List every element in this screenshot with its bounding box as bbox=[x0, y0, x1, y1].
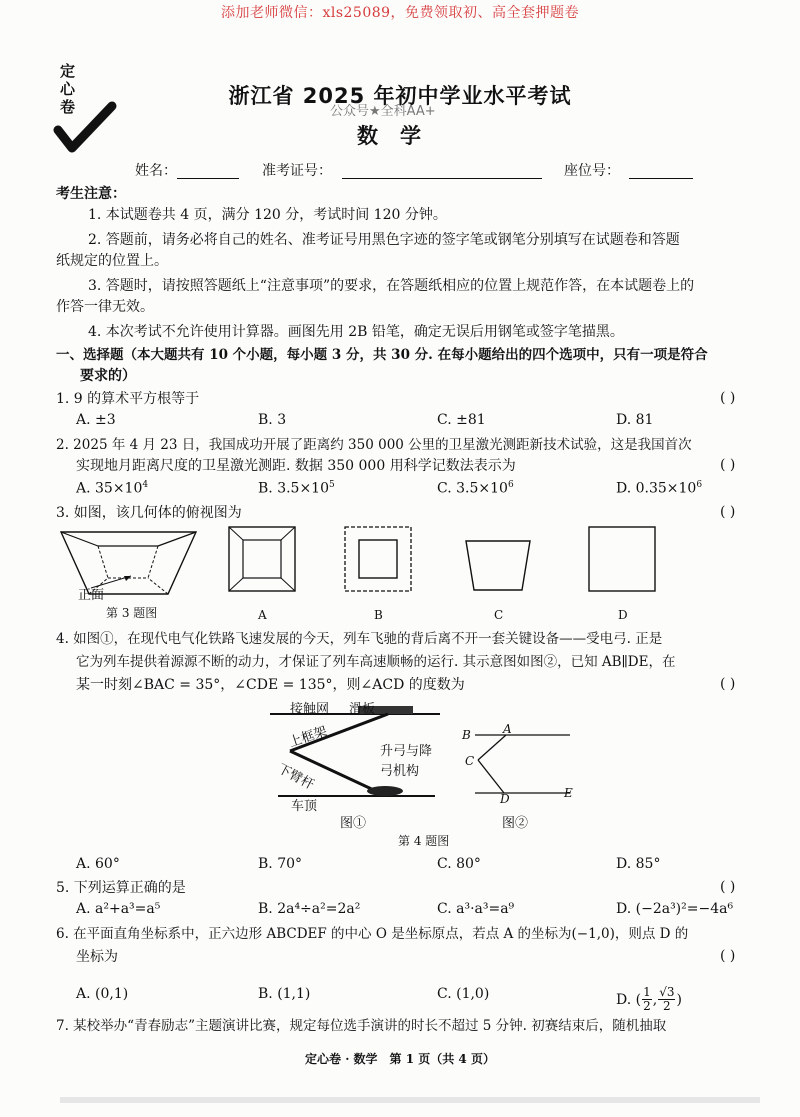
point-d-label: D bbox=[500, 792, 510, 806]
fig1-label: 图① bbox=[340, 816, 367, 831]
q3-caption: 第 3 题图 bbox=[106, 606, 158, 620]
q3-option-a-figure[interactable] bbox=[227, 525, 299, 595]
promo-banner: 添加老师微信：xls25089，免费领取初、高全套押题卷 bbox=[220, 5, 580, 21]
answer-paren[interactable]: ( ) bbox=[720, 879, 736, 895]
notice-item: 1. 本试题卷共 4 页，满分 120 分，考试时间 120 分钟。 bbox=[88, 207, 447, 223]
point-c-label: C bbox=[465, 754, 475, 768]
q3-label-c: C bbox=[494, 608, 504, 622]
q1-option-c[interactable]: C. ±81 bbox=[437, 412, 486, 428]
answer-paren[interactable]: ( ) bbox=[720, 948, 736, 964]
q1-option-a[interactable]: A. ±3 bbox=[76, 412, 116, 428]
notice-item: 作答一律无效。 bbox=[56, 299, 154, 315]
q2-option-d[interactable]: D. $0.35\times 10^6$ bbox=[616, 480, 703, 497]
q5-option-c[interactable]: C. a³·a³=a⁹ bbox=[437, 901, 515, 917]
front-label: 正面 bbox=[78, 588, 105, 603]
q2-stem-cont: 实现地月距离尺度的卫星激光测距. 数据 350 000 用科学记数法表示为 bbox=[76, 458, 516, 474]
roof-label: 车顶 bbox=[291, 799, 318, 814]
q3-option-b-figure[interactable] bbox=[343, 525, 415, 595]
section-heading: 一、选择题（本大题共有 10 个小题，每小题 3 分，共 30 分. 在每小题给出的四个选项中，只有一项是符合 bbox=[56, 347, 708, 363]
q4-option-b[interactable]: B. 70° bbox=[258, 856, 303, 872]
q6-option-d[interactable]: D. ( 1 2 , √3 2 ) bbox=[616, 985, 682, 1013]
answer-paren[interactable]: ( ) bbox=[720, 504, 736, 520]
q3-stem: 3. 如图，该几何体的俯视图为 bbox=[56, 505, 242, 521]
seat-line[interactable] bbox=[629, 178, 693, 179]
q6-option-c[interactable]: C. (1,0) bbox=[437, 986, 490, 1002]
wire-label: 接触网 bbox=[290, 702, 330, 717]
mechanism-label-1: 升弓与降 bbox=[380, 744, 433, 759]
q2-stem: 2. 2025 年 4 月 23 日，我国成功开展了距离约 350 000 公里的卫星激光测距新技术试验，这是我国首次 bbox=[56, 437, 692, 453]
q4-stem-cont2: 某一时刻∠BAC = 35°，∠CDE = 135°，则∠ACD 的度数为 bbox=[76, 677, 465, 693]
q3-label-d: D bbox=[618, 608, 628, 622]
point-a-label: A bbox=[503, 722, 512, 736]
name-field-label: 姓名： bbox=[135, 163, 177, 179]
q2-option-b[interactable]: B. $3.5\times 10^5$ bbox=[258, 480, 335, 497]
slider-label: 滑板 bbox=[349, 702, 376, 717]
point-e-label: E bbox=[564, 786, 573, 800]
point-b-label: B bbox=[462, 728, 471, 742]
lower-arm-label: 下臂杆 bbox=[274, 761, 317, 794]
q6-option-b[interactable]: B. (1,1) bbox=[258, 986, 311, 1002]
q6-stem-cont: 坐标为 bbox=[76, 949, 118, 965]
exam-no-label: 准考证号： bbox=[262, 163, 332, 179]
q4-option-c[interactable]: C. 80° bbox=[437, 856, 481, 872]
watermark: 公众号★全科AA+ bbox=[330, 104, 436, 119]
name-field-line[interactable] bbox=[177, 178, 239, 179]
q4-figure-2 bbox=[460, 722, 580, 802]
notice-item: 3. 答题时，请按照答题纸上“注意事项”的要求，在答题纸相应的位置上规范作答，在本试题卷上的 bbox=[88, 278, 695, 294]
q3-label-a: A bbox=[258, 608, 267, 622]
q5-option-a[interactable]: A. a²+a³=a⁵ bbox=[76, 901, 161, 917]
q7-stem: 7. 某校举办“青春励志”主题演讲比赛，规定每位选手演讲的时长不超过 5 分钟. 初赛结束后，随机抽取 bbox=[56, 1018, 667, 1034]
stamp-text: 定心卷 bbox=[60, 62, 76, 116]
q2-option-a[interactable]: A. $35\times 10^4$ bbox=[76, 480, 149, 497]
page-footer: 定心卷 · 数学 第 1 页（共 4 页） bbox=[305, 1052, 495, 1066]
q5-option-b[interactable]: B. 2a⁴÷a²=2a² bbox=[258, 901, 361, 917]
upper-frame-label: 上框架 bbox=[287, 724, 329, 751]
fig2-label: 图② bbox=[502, 816, 529, 831]
section-heading-cont: 要求的） bbox=[80, 368, 136, 384]
q3-option-c-figure[interactable] bbox=[464, 538, 534, 594]
q2-option-c[interactable]: C. $3.5\times 10^6$ bbox=[437, 480, 514, 497]
notice-item: 4. 本次考试不允许使用计算器。画图先用 2B 铅笔，确定无误后用钢笔或签字笔描黑。 bbox=[88, 324, 624, 340]
notice-heading: 考生注意： bbox=[56, 186, 126, 202]
q6-option-a[interactable]: A. (0,1) bbox=[76, 986, 129, 1002]
q3-option-d-figure[interactable] bbox=[587, 525, 659, 595]
scan-artifact bbox=[60, 1097, 760, 1103]
q4-option-d[interactable]: D. 85° bbox=[616, 856, 661, 872]
q4-option-a[interactable]: A. 60° bbox=[76, 856, 120, 872]
q5-option-d[interactable]: D. (−2a³)²=−4a⁶ bbox=[616, 901, 734, 917]
answer-paren[interactable]: ( ) bbox=[720, 390, 736, 406]
exam-no-line[interactable] bbox=[342, 178, 542, 179]
subject-title: 数学 bbox=[357, 124, 443, 148]
q3-label-b: B bbox=[374, 608, 383, 622]
mechanism-label-2: 弓机构 bbox=[380, 764, 420, 779]
q4-stem-cont: 它为列车提供着源源不断的动力，才保证了列车高速顺畅的运行. 其示意图如图②，已知 AB∥DE，在 bbox=[76, 654, 676, 670]
answer-paren[interactable]: ( ) bbox=[720, 676, 736, 692]
q1-option-d[interactable]: D. 81 bbox=[616, 412, 654, 428]
notice-item: 2. 答题前，请务必将自己的姓名、准考证号用黑色字迹的签字笔或钢笔分别填写在试题卷和答题 bbox=[88, 232, 680, 248]
q1-stem: 1. 9 的算术平方根等于 bbox=[56, 391, 200, 407]
q5-stem: 5. 下列运算正确的是 bbox=[56, 880, 186, 896]
q4-caption: 第 4 题图 bbox=[398, 834, 450, 848]
q4-stem: 4. 如图①，在现代电气化铁路飞速发展的今天，列车飞驰的背后离不开一套关键设备——受电弓. 正是 bbox=[56, 631, 663, 647]
exam-title: 浙江省 2025 年初中学业水平考试 bbox=[228, 84, 572, 108]
seat-label: 座位号： bbox=[564, 163, 620, 179]
notice-item: 纸规定的位置上。 bbox=[56, 253, 168, 269]
answer-paren[interactable]: ( ) bbox=[720, 457, 736, 473]
q1-option-b[interactable]: B. 3 bbox=[258, 412, 287, 428]
q6-stem: 6. 在平面直角坐标系中，正六边形 ABCDEF 的中心 O 是坐标原点，若点 A 的坐标为(−1,0)，则点 D 的 bbox=[56, 926, 689, 942]
